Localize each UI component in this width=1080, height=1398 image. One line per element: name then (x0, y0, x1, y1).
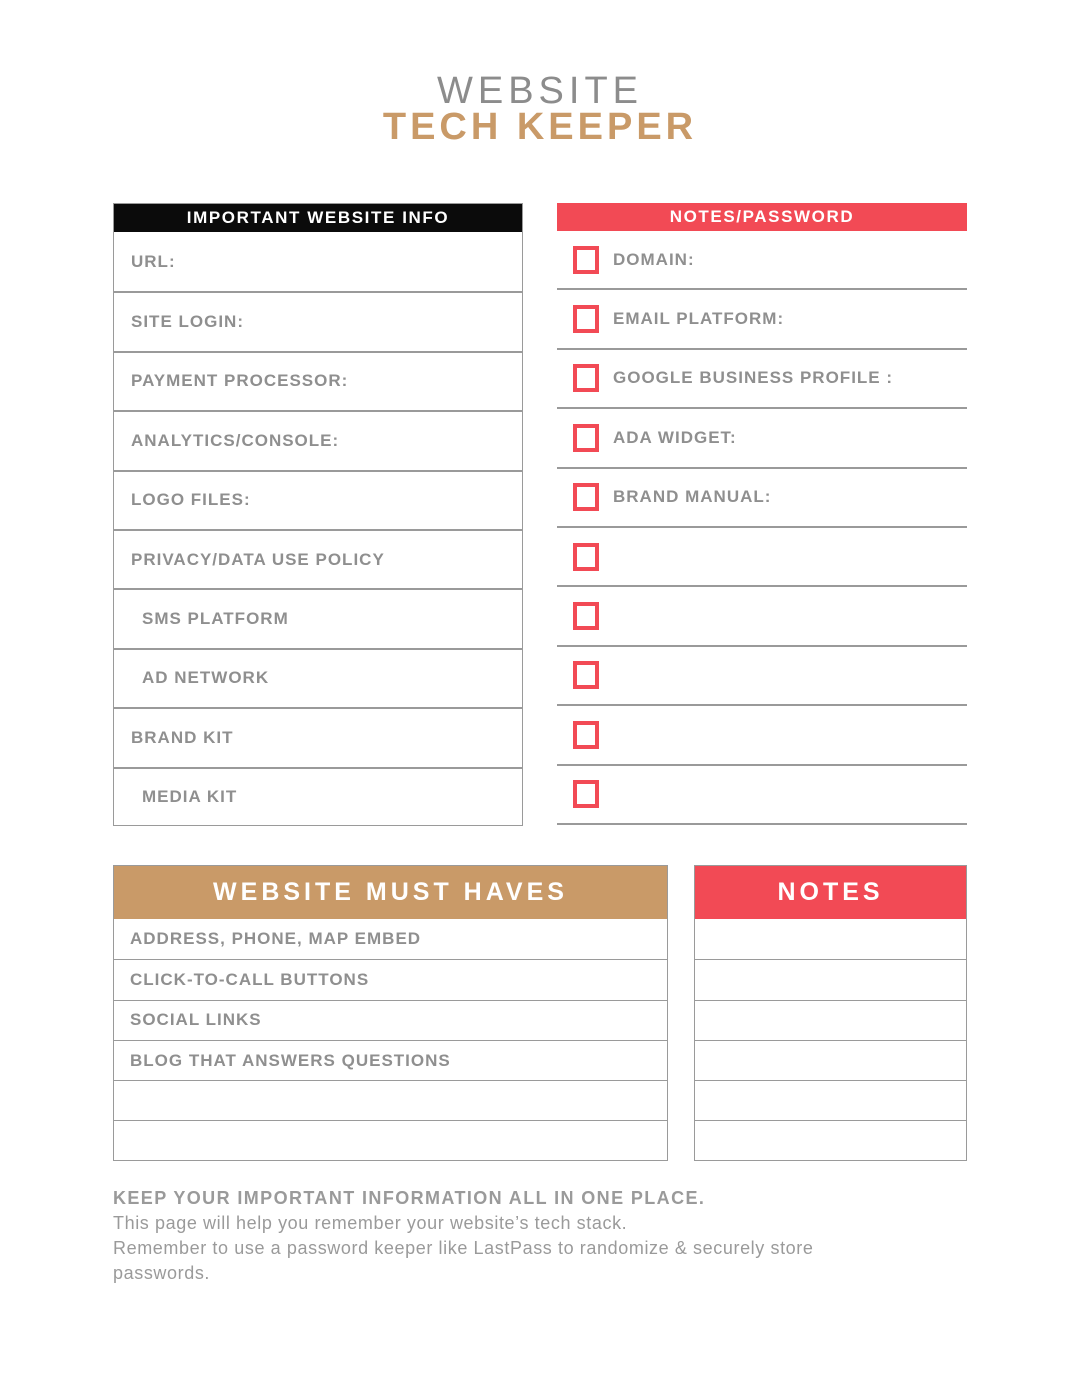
must-have-row[interactable] (114, 1120, 667, 1160)
checkbox[interactable] (573, 483, 599, 511)
notes-row[interactable] (695, 1080, 966, 1120)
notes-password-list (557, 203, 967, 826)
info-row-analytics[interactable]: ANALYTICS/CONSOLE: (114, 410, 522, 469)
important-info-header: IMPORTANT WEBSITE INFO (114, 204, 522, 232)
must-have-row[interactable]: ADDRESS, PHONE, MAP EMBED (130, 929, 422, 949)
notes-password-header: NOTES/PASSWORD (557, 203, 967, 231)
np-label: DOMAIN: (613, 249, 695, 269)
checkbox[interactable] (573, 543, 599, 571)
checkbox[interactable] (573, 246, 599, 274)
np-label: EMAIL PLATFORM: (613, 309, 785, 329)
title-tech-keeper: TECH KEEPER (382, 106, 698, 148)
np-row-blank (557, 647, 967, 706)
info-row-site-login[interactable]: SITE LOGIN: (114, 291, 522, 350)
must-have-row[interactable]: CLICK-TO-CALL BUTTONS (114, 959, 667, 999)
np-row-email-platform (557, 290, 967, 349)
notes-row[interactable] (695, 1040, 966, 1080)
np-row-google-business (557, 350, 967, 409)
notes-row[interactable] (695, 959, 966, 999)
must-have-row[interactable]: SOCIAL LINKS (114, 1000, 667, 1040)
must-have-row[interactable]: BLOG THAT ANSWERS QUESTIONS (114, 1040, 667, 1080)
notes-header: NOTES (695, 866, 966, 919)
notes-row[interactable] (695, 1120, 966, 1160)
checkbox[interactable] (573, 305, 599, 333)
np-row-brand-manual (557, 469, 967, 528)
must-haves-table (113, 865, 668, 1161)
checkbox[interactable] (573, 424, 599, 452)
np-row-blank (557, 766, 967, 825)
np-row-blank (557, 528, 967, 587)
notes-row[interactable] (695, 1000, 966, 1040)
np-row-domain (557, 231, 967, 290)
checkbox[interactable] (573, 661, 599, 689)
np-row-ada-widget (557, 409, 967, 468)
checkbox[interactable] (573, 602, 599, 630)
info-row-url[interactable]: URL: (131, 251, 176, 271)
info-row-sms-platform[interactable]: SMS PLATFORM (114, 588, 522, 647)
title-website: WEBSITE (436, 70, 644, 112)
checkbox[interactable] (573, 721, 599, 749)
footer-headline: KEEP YOUR IMPORTANT INFORMATION ALL IN ONE PLACE. (113, 1188, 706, 1208)
footer-line: Remember to use a password keeper like LastPass to randomize & securely store passwords. (113, 1238, 814, 1283)
info-row-privacy-policy[interactable]: PRIVACY/DATA USE POLICY (114, 529, 522, 588)
np-label: ADA WIDGET: (613, 427, 737, 447)
footer-note (113, 1186, 913, 1286)
info-row-logo-files[interactable]: LOGO FILES: (114, 470, 522, 529)
checkbox[interactable] (573, 780, 599, 808)
notes-row[interactable] (695, 919, 966, 959)
footer-line: This page will help you remember your website’s tech stack. (113, 1213, 628, 1233)
np-label: GOOGLE BUSINESS PROFILE : (613, 368, 894, 388)
info-row-media-kit[interactable]: MEDIA KIT (114, 767, 522, 826)
np-row-blank (557, 587, 967, 646)
info-row-brand-kit[interactable]: BRAND KIT (114, 707, 522, 766)
np-label: BRAND MANUAL: (613, 487, 772, 507)
info-row-ad-network[interactable]: AD NETWORK (114, 648, 522, 707)
important-info-table (113, 203, 523, 826)
notes-table (694, 865, 967, 1161)
must-have-row[interactable] (114, 1080, 667, 1120)
np-row-blank (557, 706, 967, 765)
must-haves-header: WEBSITE MUST HAVES (114, 866, 667, 919)
info-row-payment-processor[interactable]: PAYMENT PROCESSOR: (114, 351, 522, 410)
checkbox[interactable] (573, 364, 599, 392)
